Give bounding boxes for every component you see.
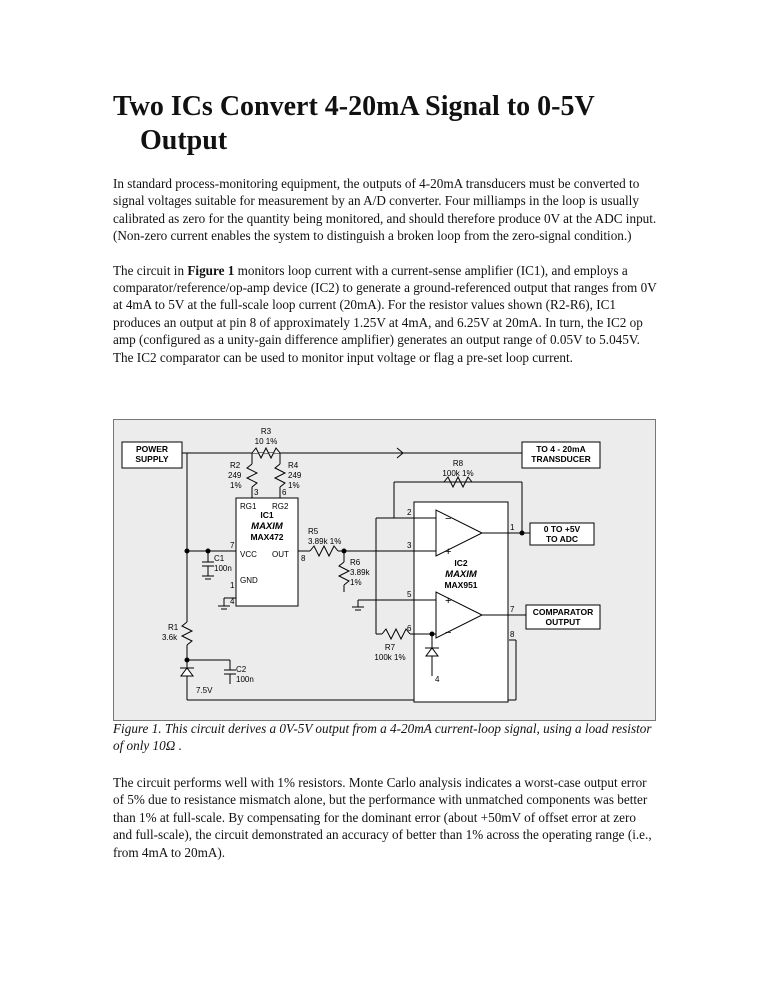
pin-6-ic2: 6 — [407, 624, 412, 633]
power-supply-label-1: POWER — [135, 444, 169, 454]
opamp-noninverting-sign: + — [445, 546, 452, 558]
r5-name: R5 — [308, 527, 319, 536]
r4-name: R4 — [288, 461, 299, 470]
schematic-diagram — [114, 420, 655, 720]
paragraph-circuit-prefix: The circuit in — [113, 262, 188, 278]
pin-4-ic2: 4 — [435, 675, 440, 684]
ic2-name: IC2 — [454, 558, 468, 568]
paragraph-circuit-rest: monitors loop current with a current-sense amplifier (IC1), and employs a comparator/reference/op-amp device (IC2) to generate a ground-referenced output that ranges from 0V at 4mA to 5V at the full-scale loop current (20mA). For the resistor values shown (R2-R6), IC1 produces an output at pin 8 of approximately 1.25V at 4mA, and 6.25V at 20mA. In turn, the IC2 op amp (configured as a unity-gain difference amplifier) generates an output range of 0.05V to 5.045V. The IC2 comparator can be used to monitor input voltage or flag a pre-set loop current. — [113, 262, 657, 365]
paragraph-intro: In standard process-monitoring equipment, the outputs of 4-20mA transducers must be converted to signal voltages suitable for measurement by an A/D converter. Four milliamps in the loop is usually calibrated as zero for the quantity being monitored, and should therefore produce 0V at the ADC input. (Non-zero current enables the system to distinguish a broken loop from the zero-signal condition.) — [113, 176, 657, 244]
r7-name: R7 — [384, 643, 396, 652]
pin-5-ic2: 5 — [407, 590, 412, 599]
ic1-brand-logo: MAXIM — [251, 521, 283, 532]
r6-name: R6 — [350, 558, 361, 567]
r4-value: 249 — [288, 471, 302, 480]
pin-8-ic2: 8 — [510, 630, 515, 639]
ic1-part: MAX472 — [250, 532, 284, 542]
r5-value: 3.89k 1% — [308, 537, 342, 546]
r1-value: 3.6k — [162, 633, 178, 642]
adc-output-label-1: 0 TO +5V — [543, 524, 581, 534]
ic1-pin-rg2: RG2 — [272, 502, 289, 511]
ic2-part: MAX951 — [444, 580, 478, 590]
r2-value: 249 — [228, 471, 242, 480]
pin-1-ic1: 1 — [230, 581, 235, 590]
comparator-output-label-2: OUTPUT — [545, 617, 581, 627]
adc-output-label-2: TO ADC — [545, 534, 579, 544]
pin-6-ic1: 6 — [282, 488, 287, 497]
r8-name: R8 — [452, 459, 464, 468]
r7-value: 100k 1% — [374, 653, 406, 662]
comparator-noninverting-sign: + — [445, 595, 452, 607]
ic1-pin-vcc: VCC — [240, 550, 257, 559]
pin-3-ic2: 3 — [407, 541, 412, 550]
comparator-output-label-1: COMPARATOR — [532, 607, 594, 617]
r2-tolerance: 1% — [230, 481, 242, 490]
schematic-figure — [113, 419, 656, 721]
ic2-brand-logo: MAXIM — [445, 569, 477, 580]
r4-tolerance: 1% — [288, 481, 300, 490]
r2-name: R2 — [230, 461, 241, 470]
paragraph-circuit — [113, 262, 658, 366]
pin-7-ic2: 7 — [510, 605, 515, 614]
power-supply-label-2: SUPPLY — [135, 454, 169, 464]
article-title: Two ICs Convert 4-20mA Signal to 0-5V Output — [113, 91, 595, 156]
pin-2-ic2: 2 — [407, 508, 412, 517]
paragraph-performance: The circuit performs well with 1% resistors. Monte Carlo analysis indicates a worst-case output error of 5% due to resistance mismatch alone, but the performance with unmatched components was better than 1% at full-scale. By compensating for the dominant error (about +50mV of offset error at zero and full-scale), the circuit demonstrated an accuracy of better than 1% across the operating range (i.e., from 4mA to 20mA). — [113, 775, 652, 860]
r3-name: R3 — [260, 427, 272, 436]
r6-value: 3.89k — [350, 568, 370, 577]
comparator-inverting-sign: − — [445, 627, 452, 639]
r3-value: 10 1% — [254, 437, 278, 446]
ic1-name: IC1 — [260, 510, 274, 520]
c2-value: 100n — [236, 675, 254, 684]
r1-name: R1 — [168, 623, 179, 632]
pin-7-ic1: 7 — [230, 541, 235, 550]
pin-4-ic1: 4 — [230, 597, 235, 606]
c2-name: C2 — [236, 665, 247, 674]
ic1-pin-out: OUT — [272, 550, 289, 559]
pin-1-ic2: 1 — [510, 523, 515, 532]
article — [113, 90, 658, 366]
article-continued — [113, 774, 658, 861]
ic1-pin-rg1: RG1 — [240, 502, 257, 511]
zener-voltage: 7.5V — [196, 686, 213, 695]
ic1-pin-gnd: GND — [240, 576, 258, 585]
transducer-label-1: TO 4 - 20mA — [536, 444, 586, 454]
opamp-inverting-sign: − — [445, 513, 452, 525]
c1-name: C1 — [214, 554, 225, 563]
c1-value: 100n — [214, 564, 232, 573]
pin-8-ic1: 8 — [301, 554, 306, 563]
figure-caption: Figure 1. This circuit derives a 0V-5V output from a 4-20mA current-loop signal, using a load resistor of only 10Ω . — [113, 721, 652, 754]
r6-tolerance: 1% — [350, 578, 362, 587]
figure-reference: Figure 1 — [187, 262, 235, 278]
r8-value: 100k 1% — [442, 469, 474, 478]
transducer-label-2: TRANSDUCER — [531, 454, 591, 464]
pin-3-ic1: 3 — [254, 488, 259, 497]
